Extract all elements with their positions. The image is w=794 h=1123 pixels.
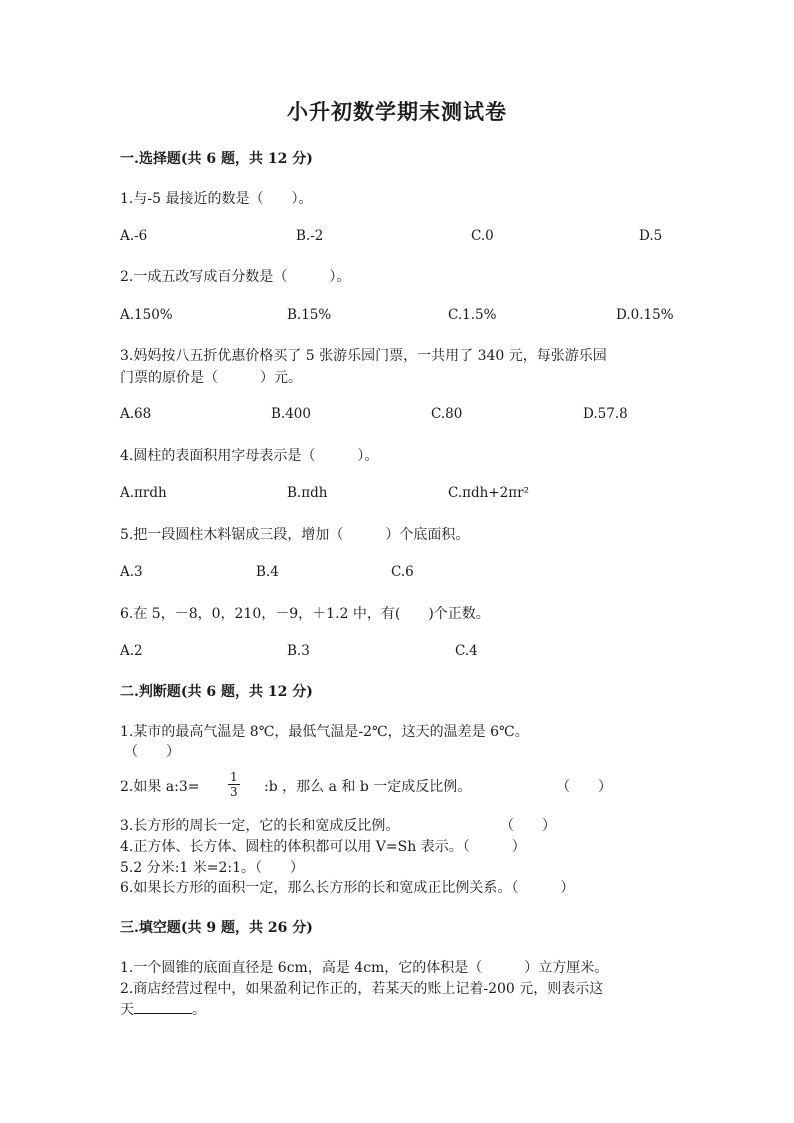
fill-blank-1: 1.一个圆锥的底面直径是 6cm，高是 4cm，它的体积是（ ）立方厘米。: [120, 960, 609, 976]
fraction-numerator: 1: [230, 770, 238, 784]
question-1-2: 2.一成五改写成百分数是（ ）。: [120, 269, 351, 285]
option-1-1-d: D.5: [639, 228, 663, 244]
judgment-3-paren: （ ）: [500, 818, 556, 834]
option-1-3-d: D.57.8: [583, 406, 628, 422]
section-heading-judgment: 二.判断题(共 6 题，共 12 分): [120, 684, 313, 700]
fill-blank-2-prefix: 天: [120, 1002, 134, 1018]
option-1-4-c: C.πdh+2πr²: [448, 485, 529, 501]
option-1-3-b: B.400: [271, 406, 311, 422]
fill-blank-2-suffix: 。: [192, 1002, 206, 1018]
question-1-1: 1.与-5 最接近的数是（ ）。: [120, 191, 313, 207]
judgment-1-paren: （ ）: [124, 744, 180, 760]
option-1-2-c: C.1.5%: [448, 307, 497, 323]
option-1-2-a: A.150%: [120, 307, 173, 323]
answer-blank-line: [134, 1001, 192, 1014]
option-1-3-c: C.80: [431, 406, 463, 422]
option-1-1-c: C.0: [471, 228, 494, 244]
question-1-3-line2: 门票的原价是（ ）元。: [120, 370, 302, 386]
option-1-2-d: D.0.15%: [616, 307, 674, 323]
option-1-6-b: B.3: [287, 643, 310, 659]
question-1-4: 4.圆柱的表面积用字母表示是（ ）。: [120, 448, 379, 464]
judgment-2-paren: （ ）: [556, 779, 612, 795]
judgment-2-prefix: 2.如果 a:3=: [120, 779, 200, 795]
judgment-6: 6.如果长方形的面积一定，那么长方形的长和宽成正比例关系。（ ）: [120, 880, 575, 896]
option-1-5-c: C.6: [391, 564, 414, 580]
option-1-3-a: A.68: [120, 406, 152, 422]
section-heading-choice: 一.选择题(共 6 题，共 12 分): [120, 151, 313, 167]
fraction-one-third: [228, 770, 240, 799]
question-1-6: 6.在 5，－8，0，210，－9，＋1.2 中，有( )个正数。: [120, 606, 490, 622]
section-heading-fill-blank: 三.填空题(共 9 题，共 26 分): [120, 920, 313, 936]
option-1-2-b: B.15%: [287, 307, 332, 323]
option-1-6-a: A.2: [120, 643, 143, 659]
fraction-denominator: 3: [230, 785, 238, 799]
judgment-3: 3.长方形的周长一定，它的长和宽成反比例。: [120, 818, 400, 834]
option-1-5-a: A.3: [120, 564, 143, 580]
judgment-2-suffix: :b ，那么 a 和 b 一定成反比例。: [264, 779, 472, 795]
option-1-5-b: B.4: [256, 564, 279, 580]
option-1-1-a: A.-6: [120, 228, 148, 244]
judgment-4: 4.正方体、长方体、圆柱的体积都可以用 V=Sh 表示。（ ）: [120, 839, 526, 855]
question-1-3-line1: 3.妈妈按八五折优惠价格买了 5 张游乐园门票，一共用了 340 元，每张游乐园: [120, 348, 607, 364]
question-1-5: 5.把一段圆柱木料锯成三段，增加（ ）个底面积。: [120, 527, 470, 543]
fill-blank-2-line2: [120, 999, 206, 1019]
option-1-6-c: C.4: [455, 643, 478, 659]
judgment-5: 5.2 分米:1 米=2:1。（ ）: [120, 860, 305, 876]
option-1-1-b: B.-2: [296, 228, 324, 244]
fill-blank-2-line1: 2.商店经营过程中，如果盈利记作正的，若某天的账上记着-200 元，则表示这: [120, 981, 604, 997]
option-1-4-a: A.πrdh: [120, 485, 167, 501]
judgment-1-line1: 1.某市的最高气温是 8℃，最低气温是-2℃，这天的温差是 6℃。: [120, 724, 529, 740]
option-1-4-b: B.πdh: [287, 485, 328, 501]
page-title: 小升初数学期末测试卷: [287, 99, 507, 124]
